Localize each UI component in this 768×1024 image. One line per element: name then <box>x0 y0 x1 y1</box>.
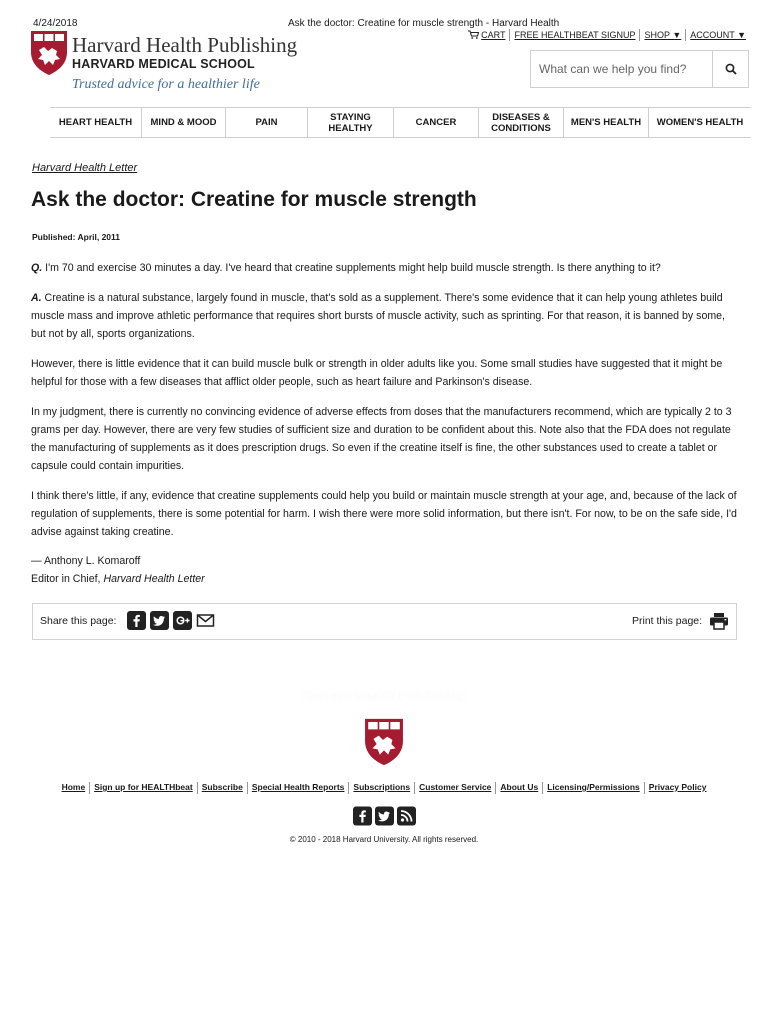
article-title: Ask the doctor: Creatine for muscle strength <box>31 188 477 211</box>
footer-link-privacy-policy[interactable]: Privacy Policy <box>648 782 707 792</box>
main-nav <box>50 107 751 138</box>
footer-link-licensing[interactable]: Licensing/Permissions <box>547 782 640 792</box>
answer-paragraph <box>31 289 737 343</box>
print-label: Print this page: <box>632 615 703 627</box>
question-paragraph <box>31 259 737 277</box>
footer-link-home[interactable]: Home <box>61 782 86 792</box>
harvard-shield-logo <box>30 30 68 76</box>
account-menu[interactable]: ACCOUNT ▼ <box>690 30 746 40</box>
article-paragraph: In my judgment, there is currently no convincing evidence of adverse effects from doses that the manufacturers recommend, which are typically 2 to 3 grams per day. However, there are very few studies of sufficient size and duration to be confident about this. Note also that the FDA does not regulate the manufacturing of supplements as it does prescription drugs. So even if the creatine itself is fine, the other substances used to create a tablet or capsule could contain impurities. <box>31 406 732 472</box>
footer-link-customer-service[interactable]: Customer Service <box>419 782 492 792</box>
cart-label: CART <box>481 30 506 40</box>
brand-name: Harvard Health Publishing <box>72 33 298 57</box>
utility-links <box>464 29 750 41</box>
author-role-line <box>31 570 737 588</box>
email-icon[interactable] <box>196 611 215 630</box>
print-icon[interactable] <box>709 612 729 630</box>
question-label: Q. <box>31 262 43 274</box>
nav-item-diseases-conditions[interactable]: DISEASES & CONDITIONS <box>479 108 564 137</box>
article-paragraph: I think there's little, if any, evidence that creatine supplements could help you build or maintain muscle strength at your age, and, because of the lack of regulation of supplements, there is some potential for harm. I wish there were more solid information, but there isn't. For now, to be on the safe side, I'd advise against taking creatine. <box>31 490 737 538</box>
nav-item-cancer[interactable]: CANCER <box>394 108 479 137</box>
answer-text: Creatine is a natural substance, largely found in muscle, that's sold as a supplement. There's some evidence that it can help young athletes build muscle mass and improve athletic performance that requires short bursts of muscle activity, such as sprinting. For that reason, it is banned by some, but not by all, sports organizations. <box>31 292 725 340</box>
article-body <box>31 259 737 588</box>
nav-item-womens-health[interactable]: WOMEN'S HEALTH <box>656 117 744 128</box>
article-paragraph: However, there is little evidence that it can build muscle bulk or strength in older adults like you. Some small studies have suggested that it might be helpful for those with a few diseases that afflict older people, such as heart failure and Parkinson's disease. <box>31 358 723 388</box>
twitter-icon[interactable] <box>375 806 394 826</box>
brand-tagline: Trusted advice for a healthier life <box>72 77 260 92</box>
footer-link-about-us[interactable]: About Us <box>500 782 539 792</box>
publication-link[interactable]: Harvard Health Letter <box>32 162 138 174</box>
footer-links <box>0 782 768 794</box>
google-plus-icon[interactable] <box>173 611 192 630</box>
shop-menu[interactable]: SHOP ▼ <box>644 30 682 40</box>
twitter-icon[interactable] <box>150 611 169 630</box>
footer-link-subscriptions[interactable]: Subscriptions <box>353 782 411 792</box>
author-name: — Anthony L. Komaroff <box>31 555 141 567</box>
healthbeat-signup-link[interactable]: FREE HEALTHBEAT SIGNUP <box>514 30 636 40</box>
copyright: © 2010 - 2018 Harvard University. All rights reserved. <box>289 835 479 844</box>
footer-social-icons <box>353 806 416 826</box>
cart-link[interactable] <box>464 30 509 40</box>
share-icons <box>127 611 215 630</box>
question-text: I'm 70 and exercise 30 minutes a day. I've heard that creatine supplements might help build muscle strength. Is there anything to it? <box>45 262 661 274</box>
brand-school: HARVARD MEDICAL SCHOOL <box>72 57 255 71</box>
rss-icon[interactable] <box>397 806 416 826</box>
answer-label: A. <box>31 292 42 304</box>
byline <box>31 552 737 588</box>
author-role: Editor in Chief, <box>31 573 101 585</box>
nav-item-heart-health[interactable]: HEART HEALTH <box>50 108 142 137</box>
author-publication: Harvard Health Letter <box>103 573 205 585</box>
nav-item-mind-mood[interactable]: MIND & MOOD <box>142 108 226 137</box>
facebook-icon[interactable] <box>127 611 146 630</box>
print-date: 4/24/2018 <box>33 18 78 29</box>
footer-link-special-health-reports[interactable]: Special Health Reports <box>251 782 345 792</box>
published-date: Published: April, 2011 <box>32 232 121 242</box>
print-document-title: Ask the doctor: Creatine for muscle strength - Harvard Health <box>288 18 560 29</box>
search-box <box>530 50 749 88</box>
share-label: Share this page: <box>40 615 117 627</box>
nav-item-staying-healthy[interactable]: STAYING HEALTHY <box>308 108 394 137</box>
footer-brand: Harvard Health Publishing <box>302 688 466 703</box>
footer-harvard-shield-logo <box>364 716 404 768</box>
nav-item-mens-health[interactable]: MEN'S HEALTH <box>564 108 649 137</box>
search-icon <box>725 63 737 75</box>
cart-icon <box>468 30 479 39</box>
facebook-icon[interactable] <box>353 806 372 826</box>
footer-link-subscribe[interactable]: Subscribe <box>201 782 243 792</box>
share-bar <box>32 603 737 640</box>
search-input[interactable] <box>531 51 712 87</box>
footer-link-healthbeat-signup[interactable]: Sign up for HEALTHbeat <box>94 782 193 792</box>
search-button[interactable] <box>712 51 748 87</box>
nav-item-pain[interactable]: PAIN <box>226 108 308 137</box>
